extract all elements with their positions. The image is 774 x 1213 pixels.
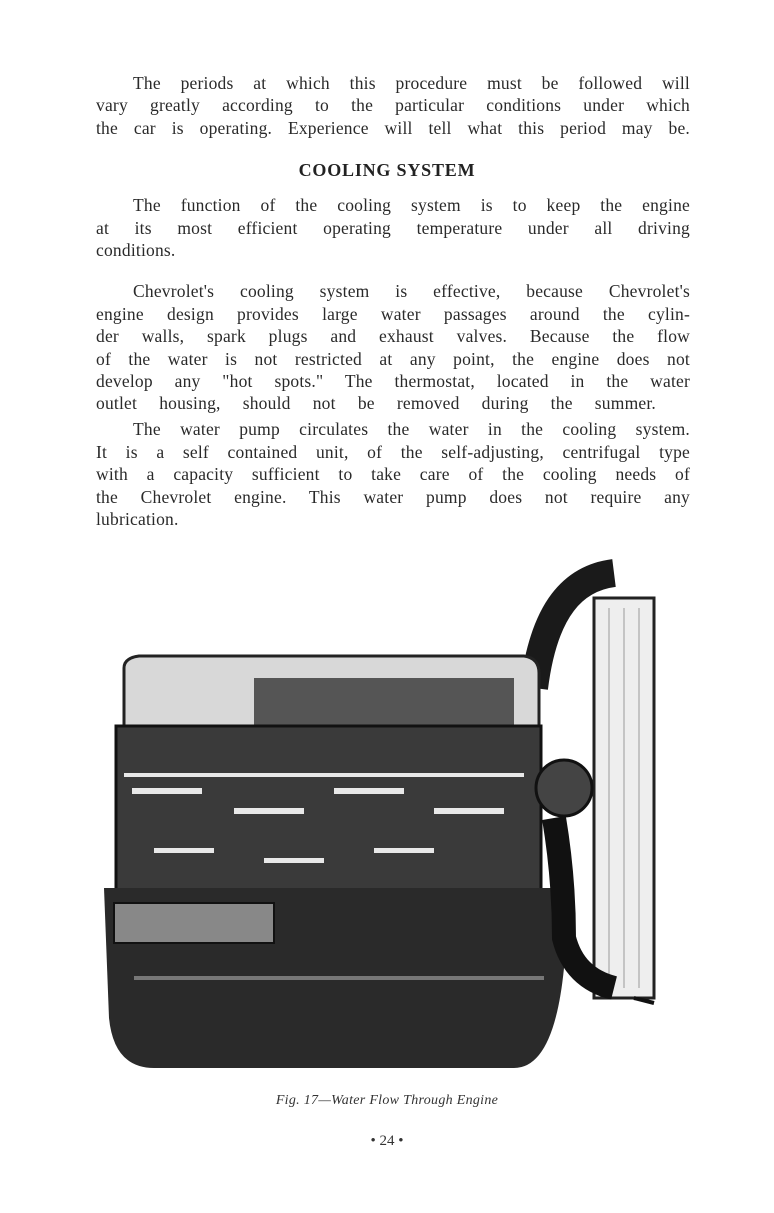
figure-caption: Fig. 17—Water Flow Through Engine <box>275 1093 499 1108</box>
text-line: at its most efficient operating temperature under all driving <box>96 218 690 238</box>
text-line: engine design provides large water passages around the cylin- <box>96 304 690 324</box>
text-line: It is a self contained unit, of the self-adjusting, centrifugal type <box>96 442 690 462</box>
text-line: der walls, spark plugs and exhaust valves. Because the flow <box>96 326 690 346</box>
engine-illustration <box>94 548 664 1078</box>
section-heading: COOLING SYSTEM <box>298 160 476 180</box>
text-line: The function of the cooling system is to keep the engine <box>133 195 690 215</box>
text-line: of the water is not restricted at any point, the engine does not <box>96 349 690 369</box>
text-line: The periods at which this procedure must be followed will <box>133 73 690 93</box>
text-line: the Chevrolet engine. This water pump does not require any <box>96 487 690 507</box>
page-number: • 24 • <box>370 1133 404 1149</box>
text-line: Chevrolet's cooling system is effective, because Chevrolet's <box>133 281 690 301</box>
text-line: the car is operating. Experience will tell what this period may be. <box>96 118 690 138</box>
text-line: outlet housing, should not be removed during the summer. <box>96 393 656 413</box>
text-line: conditions. <box>96 240 176 260</box>
text-line: The water pump circulates the water in the cooling system. <box>133 419 690 439</box>
text-line: with a capacity sufficient to take care of the cooling needs of <box>96 464 690 484</box>
text-line: lubrication. <box>96 509 179 529</box>
text-line: vary greatly according to the particular conditions under which <box>96 95 690 115</box>
text-line: develop any "hot spots." The thermostat, located in the water <box>96 371 690 391</box>
